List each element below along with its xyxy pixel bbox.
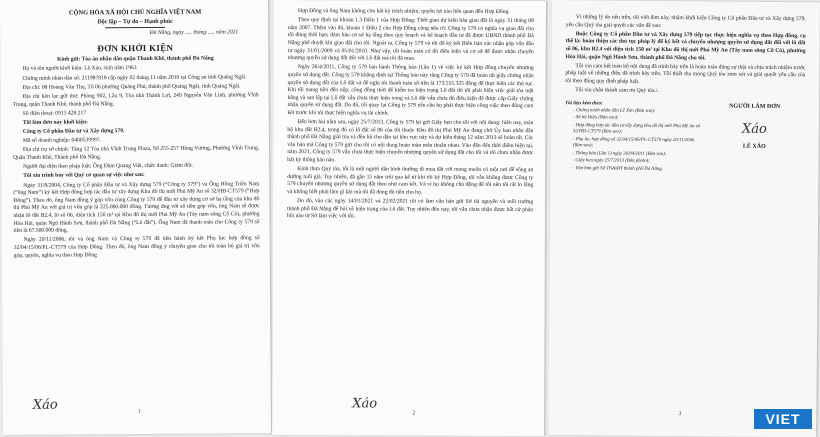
body-paragraph: Do đó, vào các ngày 14/01/2021 và 22/02/2021 tôi có làm văn bản gửi Sở tài nguyên và môi trường thành phố Đà Nẵng để hỏi về hiện trạng của Lô đất. Tuy nhiên đến nay, tôi vẫn chưa nhận được bất cứ phản hồi nào từ Sở làm việc với tôi. — [287, 198, 534, 220]
body-paragraph: Ngày 20/11/2006, tôi và ông Nam và Công ty 579 đã tiến hành ký kết Phụ lục hợp đồng số 32/04/15/06/PL-CT579 của Hợp Đồng. Theo đó, ông Nam đồng ý chuyển giao cho tôi toàn bộ giá trị vốn góp, quyền, nghĩa vụ theo Hợp Đồng — [13, 235, 260, 259]
body-paragraph: Đến hơn hai năm sau, ngày 25/7/2013, Công ty 579 lại gửi Giấy hẹn cho tôi với nội dung: hiện nay, toàn bộ khu đất B2.4, trong đó có lô đất số 06 của tôi thuộc Khu đô thị Phú Mỹ An đang chờ Ủy ban nhân dân thành phố Đà Nẵng giải tỏa và đền bù cho dân tại khu vực này và dự kiến tháng 12 năm 2013 sẽ hoàn tất. Các văn bản mà Công ty 579 gửi cho tôi có nội dung hoàn toàn mâu thuẫn nhau. Vào đến đến thời điểm hiện tại, năm 2021, Công ty 579 vẫn chưa thực hiện chuyển nhượng quyền sử dụng đất cho tôi và tôi chưa nhận được bất kỳ thông báo nào. — [287, 119, 534, 164]
defendant-line-1: Mã số doanh nghiệp: 0400539997. — [22, 137, 101, 145]
attachment-item: - Giấy hẹn ngày 25/7/2013 (Bản photo); — [572, 158, 650, 164]
petitioner-line-4: Địa chỉ liên lạc gửi thư: Phòng 902, Lầu 9, Tòa nhà Thành Lợi, 249 Nguyễn Văn Linh, phường Vĩnh Trung, quận Thanh Khê, thành phố Đà Nẵng. — [12, 92, 259, 108]
motto-underline — [105, 27, 165, 28]
petition-page-3 — [548, 0, 820, 437]
signer-name: LÊ XÁO — [742, 143, 766, 150]
signature-block — [704, 102, 805, 175]
viet-watermark-logo: VIET — [754, 409, 812, 429]
attachments-heading: Tài liệu kèm theo: — [565, 100, 603, 107]
petitioner-line-3: Địa chỉ: 08 Hoàng Văn Thụ, Tổ 06 phường Quảng Phú, thành phố Quảng Ngãi, tỉnh Quảng Ngãi. — [22, 83, 241, 91]
body-paragraph: Ngày 31/8/2004, Công ty Cổ phần Đầu tư và Xây dựng 579 (“Công ty 579”) và Ông Hồng Triều Nam (“ông Nam”) ký kết Hợp đồng hợp tác đầu tư xây dựng Khu đô thị mới Phú Mỹ An số 32/HĐ-CT579 (“Hợp Đồng”). Theo đó, ông Nam đồng ý góp vốn cùng Công ty 579 để đầu tư xây dựng cơ sở hạ tầng của khu đô thị Phú Mỹ An với giá trị vốn góp là 225.000.000 đồng. Tương ứng với số tiền góp vốn, ông Nam sẽ được nhận lô đất B2.4, lô số 06, diện tích 150 m² tại Khu đô thị mới Phú Mỹ An (Tây nam sông Cổ Cò), phường Hòa Hải, quận Ngũ Hành Sơn, thành phố Đà Nẵng (“Lô đất”). Ông Nam đã thanh toán cho Công ty 579 số tiền là 67.500.000 đồng. — [13, 180, 260, 235]
petitioner-line-5: Số điện thoại: 0913 428 217 — [22, 110, 87, 117]
page-number: 3 — [678, 410, 682, 417]
body-paragraph: Tôi xin cam kết toàn bộ nội dung đã trình bày trên là hoàn toàn đúng sự thật và chịu trách nhiệm trước pháp luật về những điều đã trình bày trên. Tôi thiết tha mong Quý tòa xem xét và giải quyết yêu cầu của tôi theo đúng quy định pháp luật. — [565, 62, 806, 85]
national-title: CỘNG HÒA XÃ HỘI CHỦ NGHĨA VIỆT NAM — [68, 8, 202, 17]
defendant-line-3: Người đại diện theo pháp luật: Ông Đàm Quang Việt, chức danh: Giám đốc. — [23, 162, 194, 171]
petitioner-line-1: Họ và tên người khởi kiện: Lê Xáo, sinh năm 1963 — [22, 65, 137, 73]
attachment-item: - Sổ hộ khẩu (Bản sao); — [572, 115, 619, 121]
page-number: 1 — [137, 408, 141, 415]
addressee: Kính gửi: Tòa án nhân dân quận Thanh Khê, thành phố Đà Nẵng — [57, 55, 214, 63]
request-heading: Tôi xin trình bày với Quý cơ quan sự việc như sau: — [23, 172, 145, 180]
attachments-list — [564, 101, 704, 175]
attachment-item: - Chứng minh nhân dân Lê Xáo (Bản sao); — [573, 107, 656, 114]
defendant-heading: Tôi làm đơn này khởi kiện: — [22, 119, 88, 126]
closing-section — [564, 101, 805, 176]
body-paragraph: Theo quy định tại khoản 1.3 Điều 1 của Hợp Đồng: Thời gian dự kiến bàn giao đất là ngày 31 tháng 08 năm 2007. Thêm vào đó, khoản 1 Điều 2 của Hợp Đồng cũng nêu rõ: Công ty 579 có nghĩa vụ giao đất cho tôi đúng thời hạn; đảm bảo cơ sở hạ tầng theo quy hoạch và kế hoạch đầu tư đã được UBND thành phố Đà Nẵng phê duyệt khi giao đất cho tôi. Ngoài ra, Công ty 579 và tôi đã ký kết Biên bản xác nhận góp vốn đầu tư ngày 31/01/2009 và 05/01/2010. Như vậy, tôi hoàn toàn có đủ điều kiện và cơ sở để được nhận chuyển nhượng quyền sử dụng đất đối với Lô đất mà tôi đã mua. — [287, 17, 534, 62]
body-paragraph: Kính thưa Quý tòa, tôi là một người dân bình thường đi mua đất với mong muốn có một nơi để sống an dưỡng tuổi già. Tuy nhiên, đã gần 15 năm trôi qua kể từ khi tôi ký Hợp Đồng, tôi vẫn không được Công ty 579 chuyển nhượng quyền sử dụng đất theo như cam kết. Và vì họ không chủ động để tôi nên tôi rất lo lắng và không biết phải làm gì khi mà tôi đã đóng đủ tiền cho họ. — [287, 166, 534, 196]
petitioner-line-2: Chứng minh nhân dân số: 211987818 cấp ngày 02 tháng 11 năm 2010 tại Công an tỉnh Quảng Ngãi. — [22, 73, 247, 82]
claim-paragraph: Buộc Công ty Cổ phần Đầu tư và Xây dựng 579 tiếp tục thực hiện nghĩa vụ theo Hợp đồng, cụ thể là: hoàn thiện các thủ tục pháp lý để ký kết và chuyển nhượng quyền sử dụng đất đối với lô đất số 06, khu B2.4 với diện tích 150 m² tại Khu đô thị mới Phú Mỹ An (Tây nam sông Cổ Cò), phường Hòa Hải, quận Ngũ Hành Sơn, thành phố Đà Nẵng cho tôi. — [565, 30, 806, 61]
defendant-name: Công ty Cổ phần Đầu tư và Xây dựng 579. — [22, 128, 125, 135]
signer-title: NGƯỜI LÀM ĐƠN — [729, 103, 781, 110]
defendant-line-2: Địa chỉ trụ sở chính: Tầng 12 Tòa nhà Vĩnh Trung Plaza, Số 255-257 Hùng Vương, Phường Vĩnh Trung, Quận Thanh Khê, Thành phố Đà Nẵng. — [13, 145, 260, 161]
attachment-item: - Hợp đồng hợp tác đầu tư xây dựng khu đô thị mới Phú Mỹ An số 32/HĐ-CT579 (Bản sao); — [572, 122, 701, 135]
national-motto: Độc lập – Tự do – Hạnh phúc — [97, 18, 173, 26]
place-date: Đà Nẵng, ngày ..... tháng ..... năm 2021 — [149, 29, 239, 37]
petition-page-1 — [0, 0, 271, 435]
page-number: 2 — [412, 410, 416, 417]
body-paragraph: Vì những lý do nêu trên, tôi viết đơn này, nhằm khởi kiện Công ty Cổ phần Đầu tư và Xây dựng 579, yêu cầu Quý tòa giải quyết các vấn đề sau: — [565, 14, 806, 29]
attachment-item: - Phụ lục hợp đồng số 32/04/15/06/PL-CT579 ngày 20/11/2006 (Bản sao); — [572, 136, 695, 149]
handwritten-signature: Xáo — [32, 397, 58, 414]
attachment-item: - Văn bản gửi Sở TN&MT thành phố Đà Nẵng. — [572, 165, 663, 172]
handwritten-signature: Xáo — [352, 396, 378, 412]
handwritten-signature: Xáo — [741, 121, 767, 137]
attachment-item: - Thông báo (Lần 1) ngày 26/04/2011 (Bản sao); — [572, 150, 667, 157]
document-title: ĐƠN KHỞI KIỆN — [97, 42, 174, 54]
body-paragraph: Hợp Đồng và ông Nam không còn bất kỳ trách nhiệm, quyền lợi nào liên quan đến Hợp Đồng. — [297, 8, 510, 16]
body-paragraph: Ngày 26/4/2011, Công ty 579 ban hành Thông báo (Lần 1) về việc ký kết Hợp đồng chuyển nhượng quyền sử dụng đất. Công ty 579 khẳng định tại Thông báo này rằng Công ty 579 đã hoàn tất giấy chứng nhận quyền sử dụng đất của Lô đất và đề nghị tôi thanh toán số tiền là 173.555.325 đồng để thực hiện các thủ tục. Khi tôi mang tiền đến nộp, công đồng thời để kiểm tra hiện trạng Lô đất thì tôi phát hiện việc giải tỏa mặt bằng và san lấp tại Lô đất vẫn chưa thực hiện xong và Lô đất vẫn chưa đủ điều kiện để được cấp Giấy chứng nhận quyền sử dụng đất. Do đó, tôi quay lại Công ty 579 yêu cầu họ phải thực hiện công việc theo đúng cam kết trước khi tôi thực hiện nghĩa vụ tài chính. — [287, 64, 534, 117]
petition-page-2 — [272, 0, 546, 436]
body-paragraph: Tôi xin chân thành cảm ơn Quý tòa./. — [575, 87, 659, 95]
